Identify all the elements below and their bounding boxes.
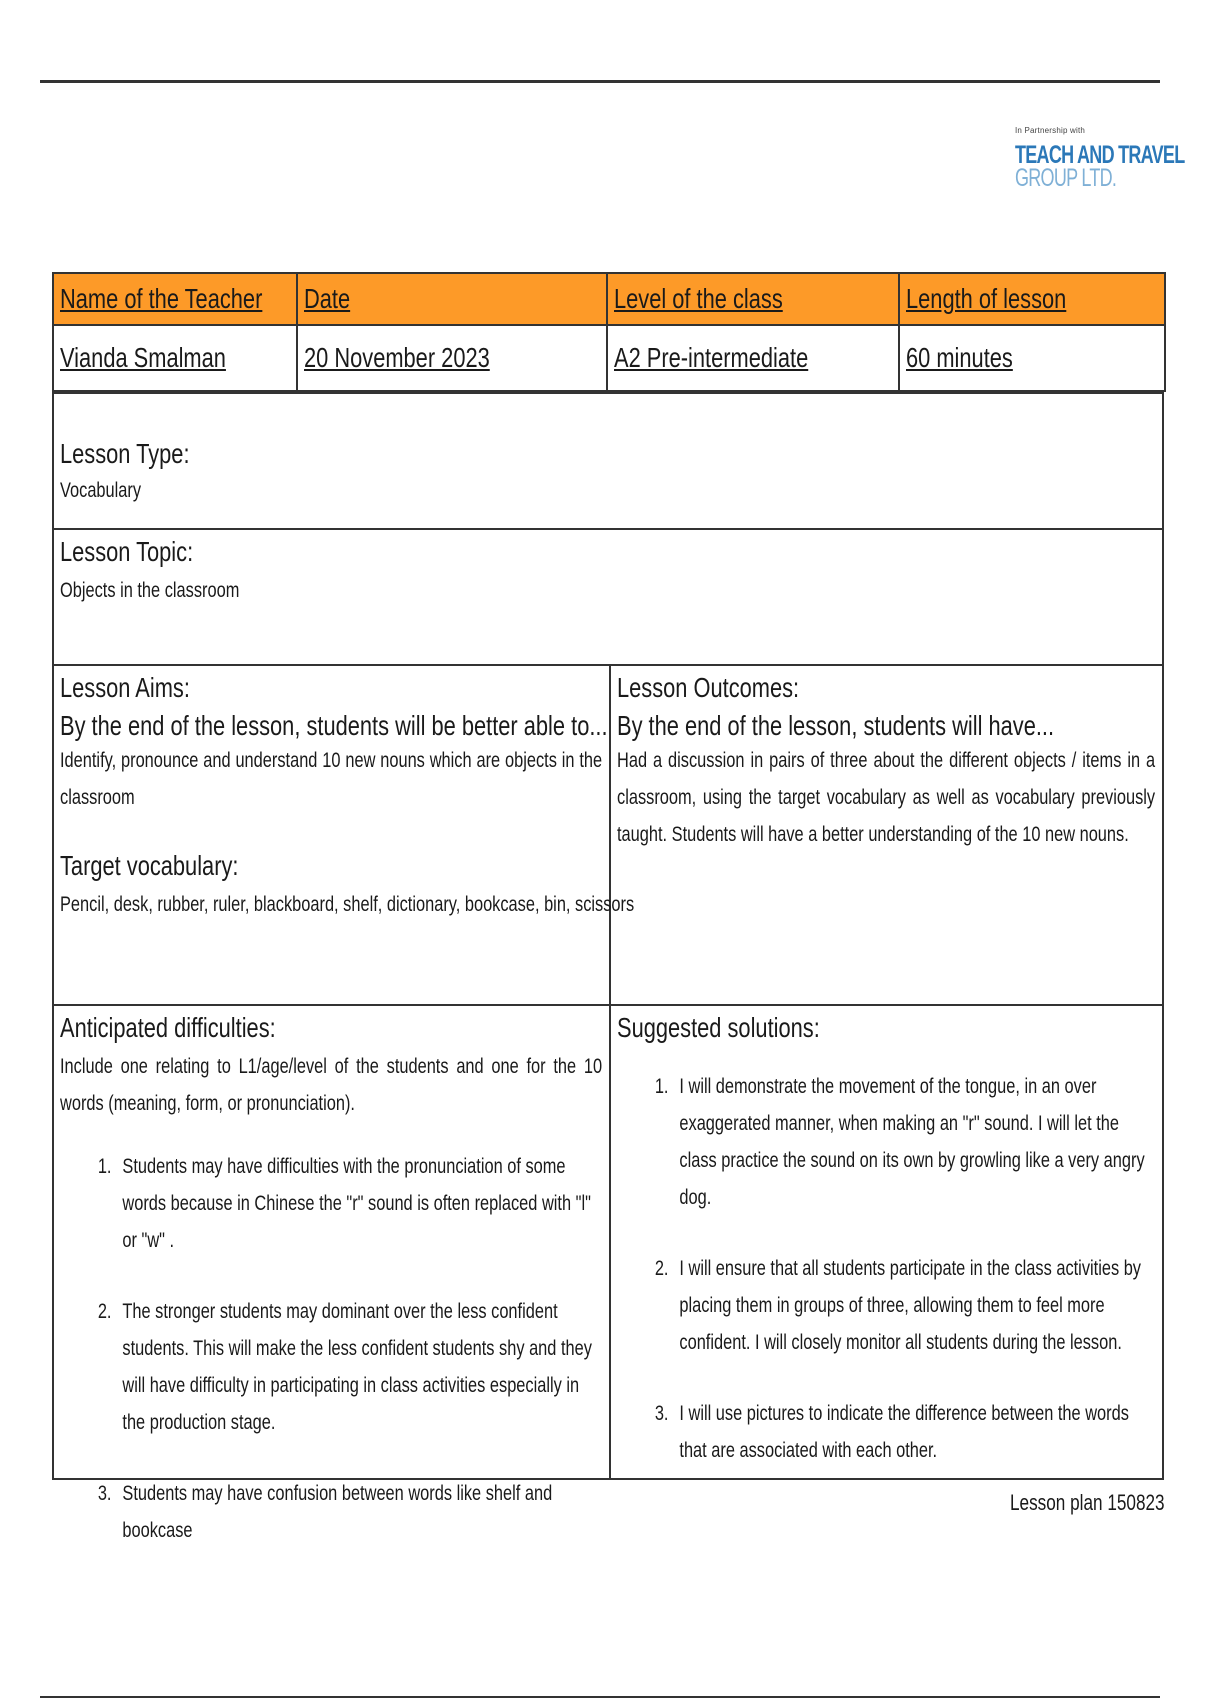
aims-outcomes-section [52, 666, 1164, 1006]
header-cell-teacher: Name of the Teacher [53, 273, 297, 325]
lesson-outcomes-cell [611, 666, 1162, 1004]
value-cell-length: 60 minutes [899, 325, 1165, 391]
lesson-type-section [52, 392, 1164, 530]
difficulties-intro: Include one relating to L1/age/level of the students and one for the 10 words (meaning, form, or pronunciation). [60, 1055, 603, 1115]
logo-line-2: GROUP LTD. [1015, 164, 1117, 192]
lesson-outcomes-text: Had a discussion in pairs of three about the different objects / items in a classroom, using the target vocabulary as well as vocabulary previously taught. Students will have a better understanding of the 10 new nouns. [617, 749, 1156, 846]
logo-line-1: TEACH AND TRAVEL [1015, 141, 1185, 169]
difficulty-item: 2. The stronger students may dominant over the less confident students. This will make the less confident students shy and they will have difficulty in participating in class activities especially in the production stage. [97, 1300, 592, 1434]
lesson-aims-label: Lesson Aims: [60, 672, 190, 703]
difficulties-label: Anticipated difficulties: [60, 1012, 276, 1043]
lesson-aims-cell [54, 666, 635, 1004]
solution-item: 1. I will demonstrate the movement of the tongue, in an over exaggerated manner, when making an "r" sound. I will let the class practice the sound on its own by growling like a very angry dog. [654, 1075, 1145, 1209]
solution-item: 2. I will ensure that all students participate in the class activities by placing them in groups of three, allowing them to feel more confident. I will closely monitor all students during the lesson. [654, 1257, 1142, 1354]
lesson-type-label: Lesson Type: [60, 438, 190, 469]
value-cell-teacher: Vianda Smalman [53, 325, 297, 391]
logo-partner-text: In Partnership with [1015, 126, 1086, 135]
solutions-label: Suggested solutions: [617, 1012, 820, 1043]
lesson-type-value: Vocabulary [60, 479, 142, 502]
lesson-topic-section [52, 530, 1164, 666]
header-cell-length: Length of lesson [899, 273, 1165, 325]
suggested-solutions-cell [611, 1006, 1162, 1478]
lesson-outcomes-subheading: By the end of the lesson, students will have... [617, 710, 1055, 741]
anticipated-difficulties-cell [54, 1006, 609, 1542]
difficulties-list [60, 1148, 602, 1549]
value-cell-date: 20 November 2023 [297, 325, 607, 391]
target-vocabulary-list: Pencil, desk, rubber, ruler, blackboard, shelf, dictionary, bookcase, bin, scissors [60, 893, 635, 916]
lesson-info-header-row [53, 273, 1165, 325]
solutions-list [617, 1068, 1155, 1469]
lesson-info-value-row [53, 325, 1165, 391]
bottom-rule [40, 1696, 1160, 1698]
lesson-aims-text: Identify, pronounce and understand 10 new nouns which are objects in the classroom [60, 749, 603, 809]
difficulty-item: 3. Students may have confusion between words like shelf and bookcase [97, 1482, 553, 1542]
lesson-aims-subheading: By the end of the lesson, students will be better able to... [60, 710, 608, 741]
lesson-outcomes-label: Lesson Outcomes: [617, 672, 800, 703]
value-cell-level: A2 Pre-intermediate [607, 325, 899, 391]
lesson-plan-footer: Lesson plan 150823 [1010, 1490, 1165, 1515]
lesson-topic-value: Objects in the classroom [60, 579, 240, 602]
header-cell-level: Level of the class [607, 273, 899, 325]
difficulty-item: 1. Students may have difficulties with the pronunciation of some words because in Chinese the "r" sound is often replaced with "l" or "w" . [97, 1155, 591, 1252]
header-cell-date: Date [297, 273, 607, 325]
target-vocabulary-label: Target vocabulary: [60, 850, 239, 881]
solution-item: 3. I will use pictures to indicate the difference between the words that are associated with each other. [654, 1402, 1129, 1462]
lesson-info-table [52, 272, 1166, 392]
lesson-topic-label: Lesson Topic: [60, 536, 194, 567]
partner-logo [1015, 126, 1185, 193]
top-rule [40, 80, 1160, 83]
